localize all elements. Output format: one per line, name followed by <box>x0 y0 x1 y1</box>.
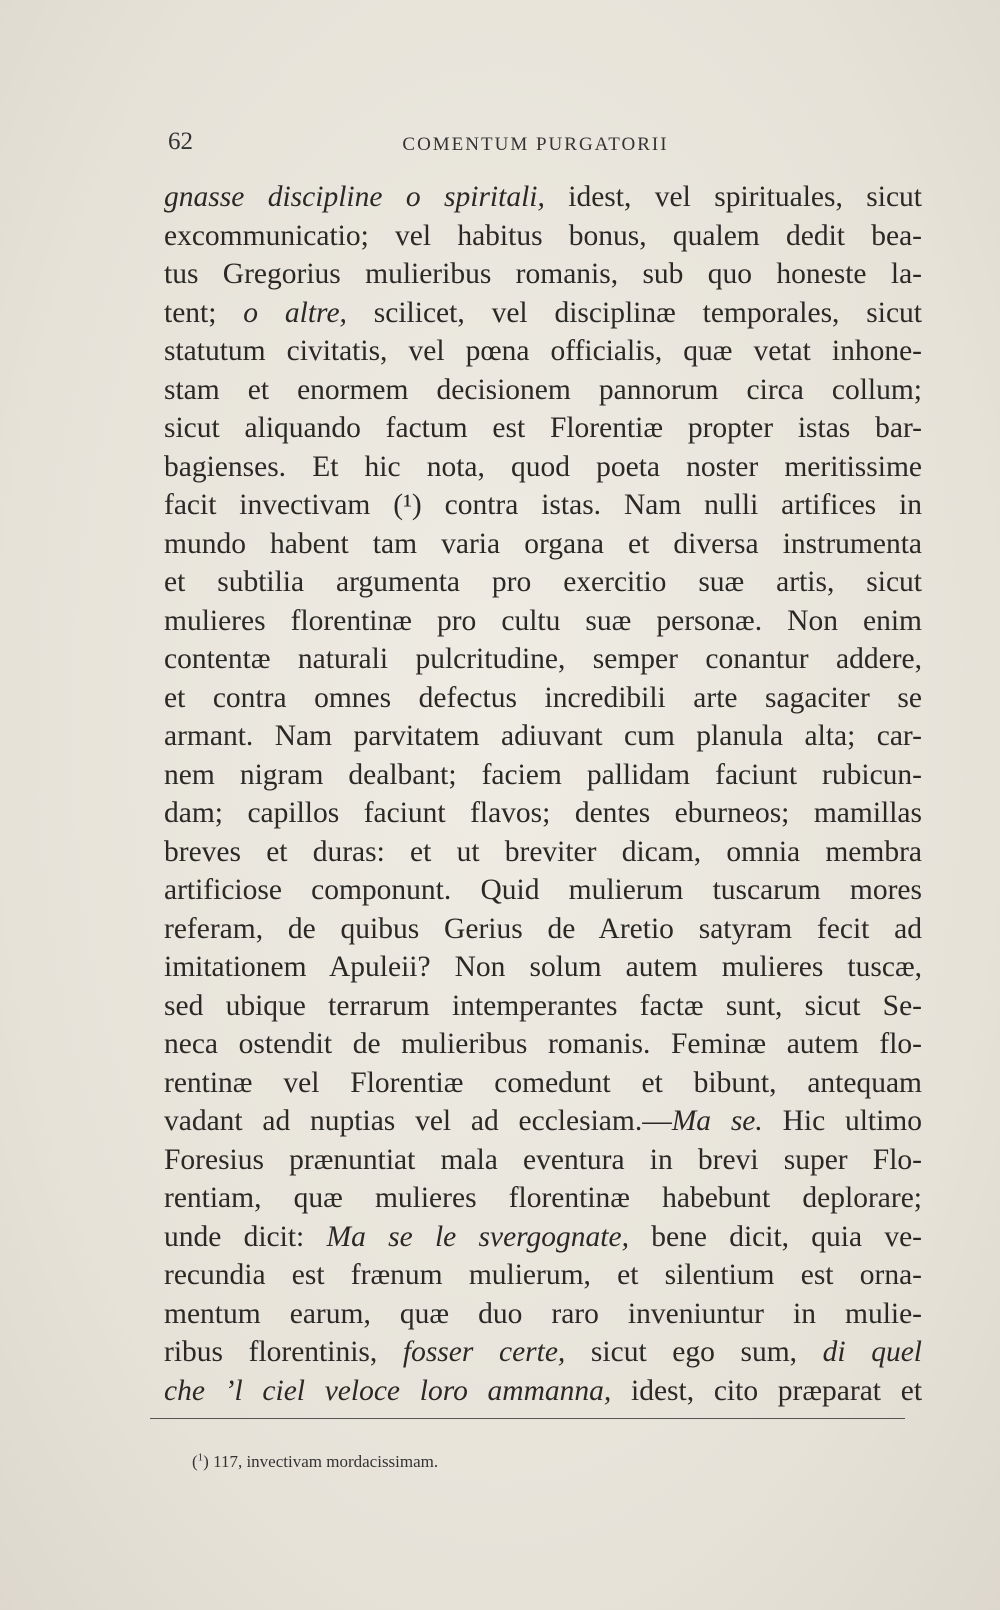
text-line <box>164 679 922 718</box>
text-segment: excommunicatio; vel habitus bonus, qualem dedit bea- <box>164 219 922 252</box>
text-segment: facit invectivam (¹) contra istas. Nam nulli artifices in <box>164 489 922 521</box>
text-line <box>164 717 922 756</box>
text-segment: sed ubique terrarum intemperantes factæ sunt, sicut Se- <box>164 989 922 1022</box>
text-segment: imitationem Apuleii? Non solum autem mulieres tuscæ, <box>164 951 922 983</box>
text-segment: mundo habent tam varia organa et diversa instrumenta <box>164 527 922 560</box>
text-segment: recundia est frænum mulierum, et silentium est orna- <box>164 1259 922 1291</box>
text-line <box>164 640 922 679</box>
text-segment: sicut ego sum, <box>565 1336 823 1368</box>
text-segment: unde dicit: <box>164 1220 327 1253</box>
text-segment: rentinæ vel Florentiæ comedunt et bibunt, antequam <box>164 1066 922 1099</box>
text-line <box>164 178 922 217</box>
text-line <box>164 794 922 833</box>
text-segment: statutum civitatis, vel pœna officialis, quæ vetat inhone- <box>164 335 922 367</box>
text-segment: sicut aliquando factum est Florentiæ propter istas bar- <box>164 412 922 444</box>
text-segment: referam, de quibus Gerius de Aretio satyram fecit ad <box>164 912 922 945</box>
text-line <box>164 1064 922 1103</box>
text-segment: breves et duras: et ut breviter dicam, omnia membra <box>164 835 922 868</box>
text-line <box>164 1025 922 1064</box>
page-number: 62 <box>168 128 193 155</box>
text-line <box>164 332 922 371</box>
text-line <box>164 910 922 949</box>
text-segment: rentiam, quæ mulieres florentinæ habebunt deplorare; <box>164 1182 922 1214</box>
text-line <box>164 1256 922 1295</box>
footnote-text: 117, invectivam mordacissimam. <box>213 1452 439 1471</box>
text-segment: ribus florentinis, <box>164 1336 403 1368</box>
italic-quote: o altre, <box>243 296 347 329</box>
text-line <box>164 602 922 641</box>
italic-quote: di quel <box>822 1336 922 1368</box>
text-segment: Foresius prænuntiat mala eventura in brevi super Flo- <box>164 1143 922 1176</box>
page-header <box>168 128 903 168</box>
text-segment: bagienses. Et hic nota, quod poeta noster meritissime <box>164 450 922 483</box>
text-line <box>164 987 922 1026</box>
running-title: COMENTUM PURGATORII <box>402 134 669 155</box>
text-line <box>164 1333 922 1372</box>
text-line <box>164 409 922 448</box>
text-segment: neca ostendit de mulieribus romanis. Feminæ autem flo- <box>164 1028 922 1060</box>
text-segment: contentæ naturali pulcritudine, semper conantur addere, <box>164 643 922 675</box>
text-segment: tent; <box>164 296 244 329</box>
text-segment: Hic ultimo <box>762 1105 922 1137</box>
text-line <box>164 948 922 987</box>
italic-quote: fosser certe, <box>402 1336 566 1368</box>
footnote-marker: 1 <box>197 1451 204 1464</box>
text-line <box>164 833 922 872</box>
italic-quote: Ma se le svergognate, <box>326 1220 629 1253</box>
text-line <box>164 371 922 410</box>
footnote: ($^1$) 117, invectivam mordacissimam. <box>192 1451 439 1471</box>
text-line <box>164 1141 922 1180</box>
text-line <box>164 1102 922 1141</box>
text-segment: dam; capillos faciunt flavos; dentes eburneos; mamillas <box>164 797 922 829</box>
italic-quote: gnasse discipline o spiritali, <box>164 181 545 213</box>
text-segment: et subtilia argumenta pro exercitio suæ artis, sicut <box>164 566 922 598</box>
body-text <box>164 178 922 1410</box>
text-segment: artificiose componunt. Quid mulierum tuscarum mores <box>164 874 922 906</box>
text-line <box>164 756 922 795</box>
text-line <box>164 217 922 256</box>
text-line <box>164 563 922 602</box>
text-segment: idest, cito præparat et <box>611 1374 923 1407</box>
text-line <box>164 1372 922 1411</box>
text-segment: mentum earum, quæ duo raro inveniuntur in mulie- <box>164 1297 922 1330</box>
text-segment: et contra omnes defectus incredibili arte sagaciter se <box>164 681 922 714</box>
text-line <box>164 294 922 333</box>
text-segment: tus Gregorius mulieribus romanis, sub quo honeste la- <box>164 258 922 290</box>
text-segment: vadant ad nuptias vel ad ecclesiam.— <box>164 1105 672 1137</box>
italic-quote: Ma se. <box>671 1105 763 1137</box>
text-line <box>164 525 922 564</box>
text-line <box>164 1218 922 1257</box>
text-line <box>164 1179 922 1218</box>
text-segment: armant. Nam parvitatem adiuvant cum planula alta; car- <box>164 720 922 752</box>
text-segment: stam et enormem decisionem pannorum circa collum; <box>164 373 922 406</box>
footnote-rule <box>150 1418 905 1419</box>
text-segment: scilicet, vel disciplinæ temporales, sicut <box>346 296 922 329</box>
text-line <box>164 871 922 910</box>
text-line <box>164 255 922 294</box>
text-segment: bene dicit, quia ve- <box>628 1220 923 1253</box>
italic-quote: che ’l ciel veloce loro ammanna, <box>164 1374 612 1407</box>
text-line <box>164 448 922 487</box>
text-segment: idest, vel spirituales, sicut <box>544 181 922 213</box>
text-segment: mulieres florentinæ pro cultu suæ personæ. Non enim <box>164 604 922 637</box>
text-line <box>164 1295 922 1334</box>
text-line <box>164 486 922 525</box>
text-segment: nem nigram dealbant; faciem pallidam faciunt rubicun- <box>164 758 922 791</box>
